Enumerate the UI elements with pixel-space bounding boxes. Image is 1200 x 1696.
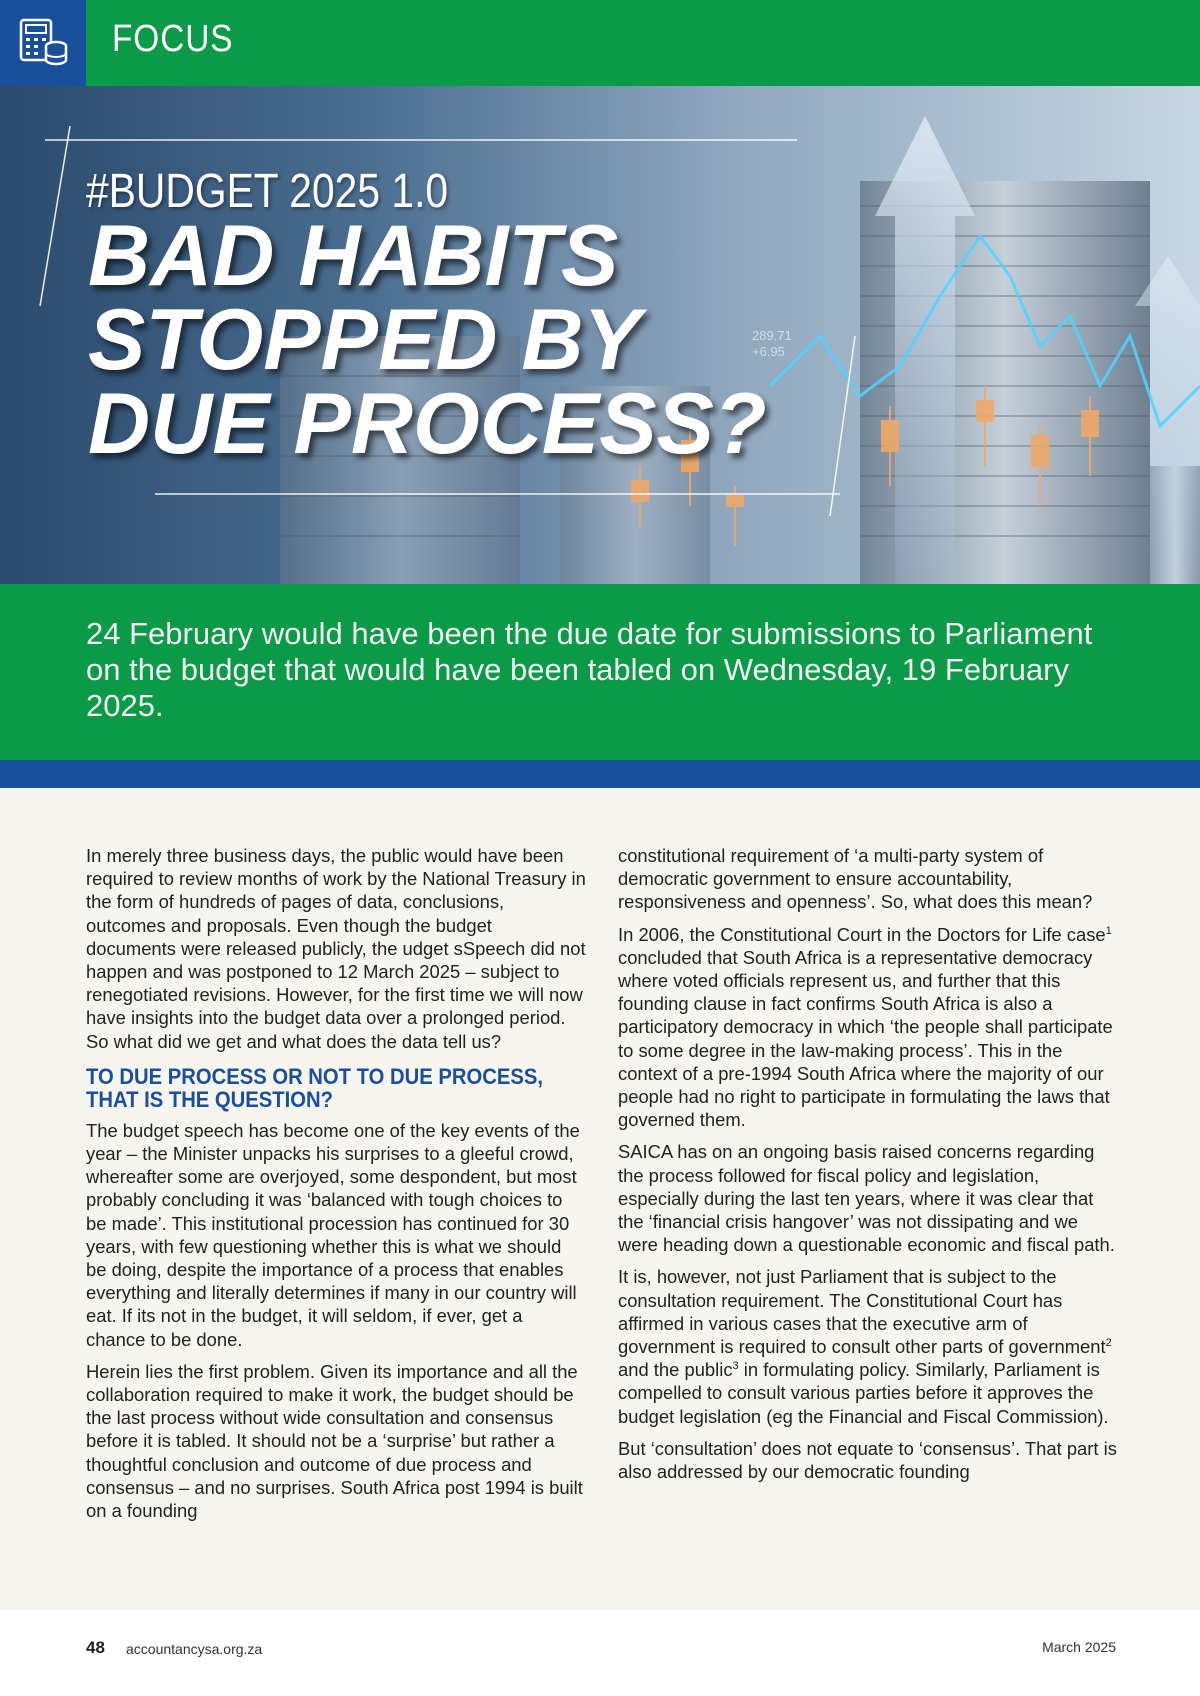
article-column-left <box>86 844 586 1531</box>
paragraph <box>618 923 1118 1132</box>
ticker-value: 289.71 <box>752 328 792 343</box>
paragraph: But ‘consultation’ does not equate to ‘consensus’. That part is also addressed by our democratic founding <box>618 1437 1117 1483</box>
footnote-ref[interactable]: 2 <box>1105 1336 1112 1349</box>
paragraph: SAICA has on an ongoing basis raised concerns regarding the process followed for fiscal policy and legislation, especially during the last ten years, where it was clear that the ‘financial crisis hangover’ was not dissipating and we were heading down a questionable economic and fiscal path. <box>618 1141 1115 1256</box>
divider-bar <box>0 760 1200 788</box>
section-label: FOCUS <box>112 18 234 60</box>
paragraph: Herein lies the first problem. Given its importance and all the collaboration required to make it work, the budget should be the last process without wide consultation and consensus before it is tabled. It should not be a ‘surprise’ but rather a thoughtful conclusion and outcome of due process and consensus – and no surprises. South Africa post 1994 is built on a founding <box>86 1360 583 1522</box>
text-span: In 2006, the Constitutional Court in the Doctors for Life case <box>618 923 1106 945</box>
page-number: 48 <box>86 1638 105 1657</box>
standfirst-text: 24 February would have been the due date for submissions to Parliament on the budget that would have been tabled on Wednesday, 19 February 2025. <box>86 616 1093 723</box>
paragraph: In merely three business days, the public would have been required to review months of work by the National Treasury in the form of hundreds of pages of data, conclusions, outcomes and proposals. Even though the budget documents were released publicly, the udget sSpeech did not happen and was postponed to 12 March 2025 – subject to renegotiated revisions. However, for the first time we will now have insights into the budget data over a prolonged period. So what did we get and what does the data tell us? <box>86 845 586 1052</box>
calculator-database-icon <box>0 0 86 86</box>
article-headline <box>88 208 908 472</box>
text-span: It is, however, not just Parliament that is subject to the consultation requirement. The Constitutional Court has affirmed in various cases that the executive arm of government is required to consult other parts of government <box>618 1266 1106 1358</box>
section-header-bar <box>0 0 1200 86</box>
paragraph: constitutional requirement of ‘a multi-party system of democratic government to ensure accountability, responsiveness and openness’. So, what does this mean? <box>618 845 1093 913</box>
paragraph <box>618 1265 1118 1427</box>
headline-line-1: BAD HABITS <box>88 208 619 304</box>
paragraph: The budget speech has become one of the key events of the year – the Minister unpacks his surprises to a gleeful crowd, whereafter some are overjoyed, some despondent, but most probably concluding it was ‘balanced with tough choices to be made’. This institutional procession has continued for 30 years, with few questioning whether this is what we should be doing, despite the importance of a process that enables everything and literally determines if many in our country will eat. If its not in the budget, it will seldom, if ever, get a chance to be done. <box>86 1119 580 1350</box>
subheading: TO DUE PROCESS OR NOT TO DUE PROCESS, THAT IS THE QUESTION? <box>86 1063 543 1112</box>
issue-date: March 2025 <box>1042 1639 1116 1655</box>
article-kicker: #BUDGET 2025 1.0 <box>86 165 449 218</box>
headline-line-2: STOPPED BY <box>88 292 641 388</box>
article-column-right <box>618 844 1118 1492</box>
standfirst-panel <box>0 584 1200 760</box>
text-span: in formulating policy. Similarly, Parliament is compelled to consult various parties before it approves the budget legislation (eg the Financial and Fiscal Commission). <box>618 1359 1109 1427</box>
text-span: concluded that South Africa is a representative democracy where voted officials represent us, and further that this founding clause in fact confirms South Africa is also a participatory democracy in which ‘the people shall participate to some degree in the law-making process’. This in the context of a pre-1994 South Africa where the majority of our people had no right to participate in formulating the laws that governed them. <box>618 946 1113 1131</box>
footnote-ref[interactable]: 1 <box>1105 924 1112 937</box>
ticker-change: +6.95 <box>752 344 785 359</box>
website-link[interactable]: accountancysa.org.za <box>126 1641 263 1657</box>
text-span: and the public <box>618 1359 733 1381</box>
headline-line-3: DUE PROCESS? <box>88 376 767 472</box>
page-footer <box>0 1610 1200 1696</box>
hero-banner <box>0 86 1200 584</box>
footnote-ref[interactable]: 3 <box>732 1360 739 1373</box>
